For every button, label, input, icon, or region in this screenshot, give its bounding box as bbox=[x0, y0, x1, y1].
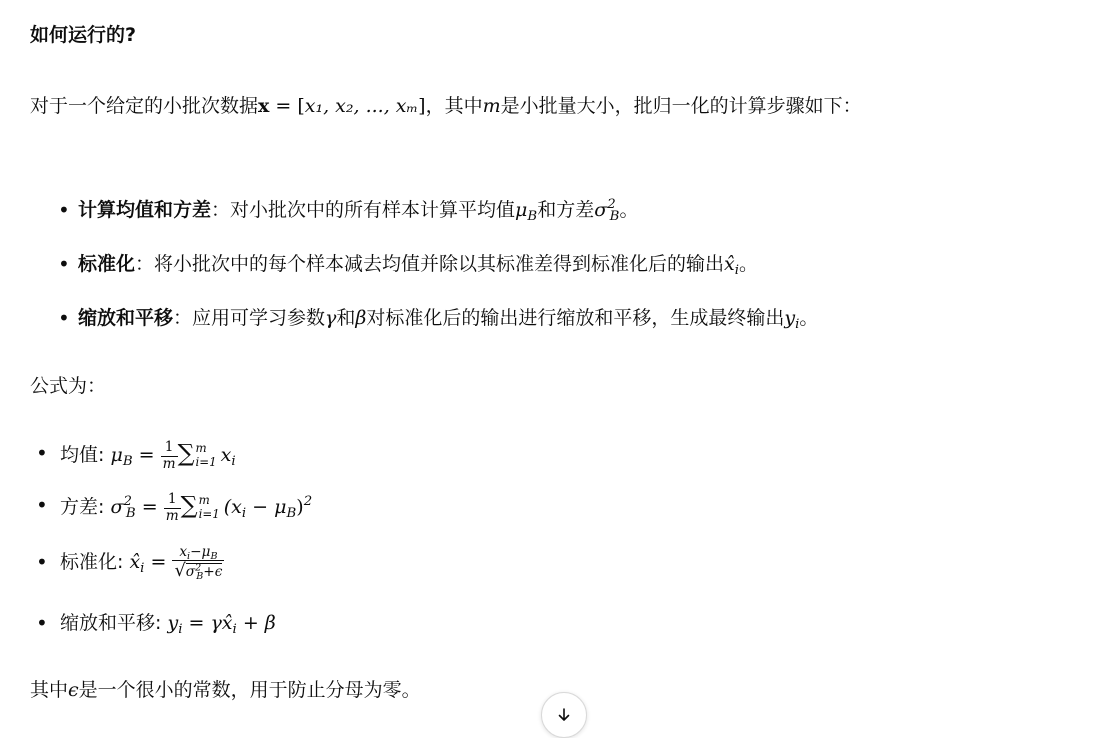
intro-equals: = [ bbox=[269, 95, 305, 117]
intro-close-bracket: ] bbox=[418, 95, 426, 117]
step-mean-variance bbox=[30, 192, 1070, 246]
steps-list bbox=[30, 192, 1070, 354]
m-symbol: m bbox=[482, 95, 501, 117]
step-title: 缩放和平移 bbox=[78, 307, 174, 329]
step-title: 计算均值和方差 bbox=[78, 199, 212, 221]
step-colon: ： bbox=[173, 307, 193, 329]
formula-expression: $x̂_i$ = $\frac{x_i-\mu_B}{√\sigma^2_B+\epsilon}$ bbox=[129, 544, 223, 583]
formula-expression: $y_i$ = $\gamma x̂_i + \beta$ bbox=[167, 612, 276, 637]
step-text: 。 bbox=[619, 199, 639, 221]
mu-symbol: $\mu_B$ bbox=[515, 199, 538, 224]
formula-intro: 公式为： bbox=[30, 375, 107, 397]
arrow-down-icon bbox=[556, 707, 572, 723]
epsilon-symbol: ϵ bbox=[68, 679, 79, 701]
step-text: 和方差 bbox=[537, 199, 595, 221]
step-text: 对标准化后的输出进行缩放和平移，生成最终输出 bbox=[366, 307, 785, 329]
intro-paragraph bbox=[30, 88, 1070, 124]
formulas-list bbox=[30, 434, 1070, 656]
step-text: 。 bbox=[799, 307, 819, 329]
epsilon-note bbox=[30, 672, 421, 708]
note-text: 是一个很小的常数，用于防止分母为零。 bbox=[78, 679, 421, 701]
step-scale-shift bbox=[30, 300, 1070, 354]
beta-symbol: β bbox=[355, 307, 367, 329]
formula-label: 均值: bbox=[60, 444, 111, 466]
formula-label: 标准化: bbox=[60, 551, 130, 573]
x-hat-symbol: $x̂_i$ bbox=[724, 253, 740, 278]
vector-x-symbol: x bbox=[258, 95, 270, 117]
formula-expression: $\sigma^2_B$ = $\frac{1}{m}$ ∑ m i=1 $(x_i - \mu_B)^2$ bbox=[110, 491, 313, 524]
step-text: 将小批次中的每个样本减去均值并除以其标准差得到标准化后的输出 bbox=[154, 253, 725, 275]
sigma-symbol: $\sigma^2_B$ bbox=[594, 197, 620, 224]
formula-expression: $\mu_B$ = $\frac{1}{m}$ ∑ m i=1 $x_i$ bbox=[110, 439, 236, 472]
step-title: 标准化 bbox=[78, 253, 136, 275]
step-colon: ： bbox=[135, 253, 155, 275]
formula-mean bbox=[30, 434, 1070, 486]
intro-text-middle: ，其中 bbox=[425, 95, 483, 117]
note-text: 其中 bbox=[30, 679, 69, 701]
vector-elements: x₁, x₂, ..., xₘ bbox=[304, 95, 419, 117]
formula-variance bbox=[30, 486, 1070, 538]
intro-text-before: 对于一个给定的小批次数据 bbox=[30, 95, 259, 117]
formula-label: 缩放和平移: bbox=[60, 612, 168, 634]
step-text: 。 bbox=[739, 253, 759, 275]
intro-text-after: 是小批量大小，批归一化的计算步骤如下： bbox=[500, 95, 862, 117]
step-text: 对小批次中的所有样本计算平均值 bbox=[230, 199, 516, 221]
step-text: 应用可学习参数 bbox=[192, 307, 326, 329]
formula-normalize bbox=[30, 538, 1070, 604]
section-heading: 如何运行的? bbox=[30, 24, 137, 46]
y-symbol: $y_i$ bbox=[784, 307, 800, 332]
gamma-symbol: γ bbox=[325, 307, 337, 329]
step-normalize bbox=[30, 246, 1070, 300]
formula-label: 方差: bbox=[60, 496, 111, 518]
formula-scale-shift bbox=[30, 604, 1070, 656]
scroll-to-bottom-button[interactable] bbox=[541, 692, 587, 738]
step-text: 和 bbox=[336, 307, 356, 329]
step-colon: ： bbox=[211, 199, 231, 221]
